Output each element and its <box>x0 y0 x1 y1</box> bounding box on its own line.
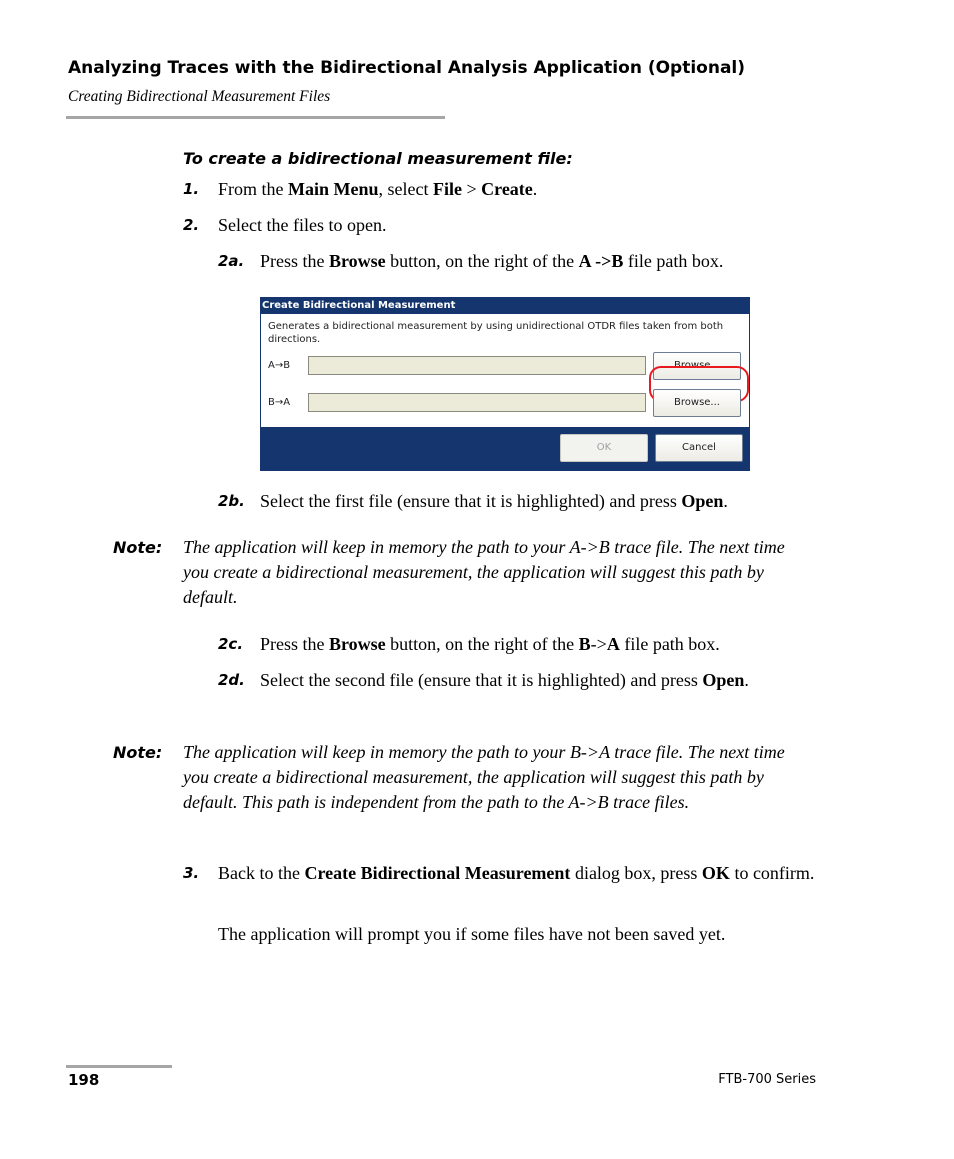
chapter-title: Analyzing Traces with the Bidirectional Analysis Application (Optional) <box>68 58 746 78</box>
footer-rule <box>66 1065 172 1068</box>
page-number: 198 <box>68 1071 100 1089</box>
cancel-button[interactable]: Cancel <box>655 434 743 462</box>
ab-browse-button[interactable]: Browse... <box>653 352 741 380</box>
step-2b-number: 2b. <box>218 492 245 510</box>
step-2c-text: Press the Browse button, on the right of the B->A file path box. <box>260 634 720 654</box>
step-2-number: 2. <box>183 216 200 234</box>
create-bidirectional-measurement-dialog <box>260 297 750 471</box>
ba-browse-button[interactable]: Browse... <box>653 389 741 417</box>
dialog-footer <box>261 428 749 470</box>
dialog-title: Create Bidirectional Measurement <box>262 300 456 311</box>
product-name: FTB-700 Series <box>718 1072 816 1087</box>
ba-path-label: B→A <box>268 397 291 408</box>
procedure-title: To create a bidirectional measurement file: <box>183 149 573 168</box>
note-1-text: The application will keep in memory the path to your A->B trace file. The next time you create a bidirectional measurement, the application will suggest this path by default. <box>183 537 785 607</box>
step-1-text: From the Main Menu, select File > Create. <box>218 179 538 199</box>
step-2c-number: 2c. <box>218 635 244 653</box>
step-3-followup: The application will prompt you if some files have not been saved yet. <box>218 924 726 944</box>
dialog-description: Generates a bidirectional measurement by using unidirectional OTDR files taken from both directions. <box>268 321 724 345</box>
step-3-number: 3. <box>183 864 200 882</box>
dialog-body <box>261 314 749 427</box>
note-2-text: The application will keep in memory the path to your B->A trace file. The next time you create a bidirectional measurement, the application will suggest this path by default. This path is independent from the path to the A->B trace files. <box>183 742 785 812</box>
step-2d-text: Select the second file (ensure that it is highlighted) and press Open. <box>260 670 749 690</box>
step-3-text: Back to the Create Bidirectional Measurement dialog box, press OK to confirm. <box>218 863 815 883</box>
ab-file-path-field[interactable] <box>308 356 646 375</box>
ok-button[interactable]: OK <box>560 434 648 462</box>
step-2a-text: Press the Browse button, on the right of the A ->B file path box. <box>260 251 724 271</box>
step-2b-text: Select the first file (ensure that it is highlighted) and press Open. <box>260 491 728 511</box>
step-2a-number: 2a. <box>218 252 245 270</box>
note-2-label: Note: <box>113 743 163 762</box>
ba-file-path-field[interactable] <box>308 393 646 412</box>
step-1-number: 1. <box>183 180 200 198</box>
note-1-label: Note: <box>113 538 163 557</box>
step-2-text: Select the files to open. <box>218 215 387 235</box>
step-2d-number: 2d. <box>218 671 245 689</box>
header-rule <box>66 116 445 119</box>
ab-path-label: A→B <box>268 360 291 371</box>
section-subtitle: Creating Bidirectional Measurement Files <box>68 88 331 105</box>
